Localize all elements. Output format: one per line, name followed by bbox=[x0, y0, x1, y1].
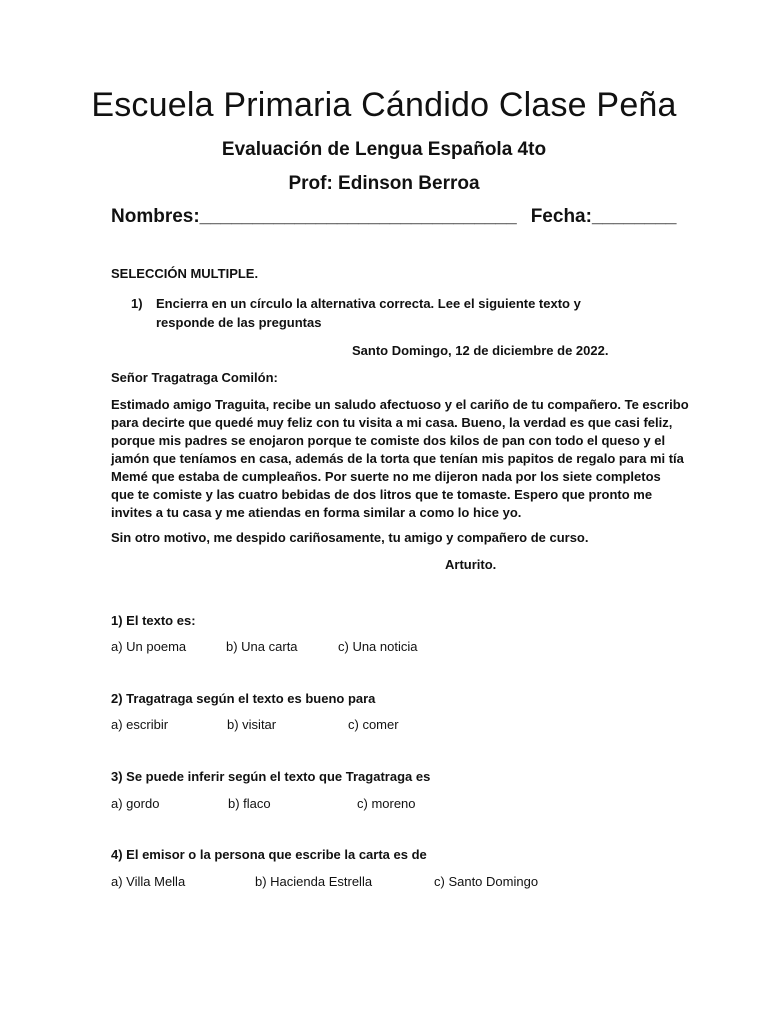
teacher-name: Prof: Edinson Berroa bbox=[288, 173, 480, 194]
option-b[interactable]: b) Hacienda Estrella bbox=[255, 874, 373, 889]
option-c[interactable]: c) Santo Domingo bbox=[434, 874, 539, 889]
letter-line: Memé que estaba de cumpleaños. Por suerte no me dijeron nada por los siete completos bbox=[111, 469, 661, 484]
question-prompt: 3) Se puede inferir según el texto que Tragatraga es bbox=[111, 769, 431, 784]
instruction-line: responde de las preguntas bbox=[156, 315, 322, 330]
question-options bbox=[111, 717, 611, 735]
instruction bbox=[131, 294, 651, 334]
letter-line: invites a tu casa y me atiendas en forma similar a como lo hice yo. bbox=[111, 505, 522, 520]
option-c[interactable]: c) Una noticia bbox=[338, 639, 418, 654]
option-c[interactable]: c) comer bbox=[348, 717, 399, 732]
letter-line: porque mis padres se enojaron porque te comiste dos kilos de pan con todo el queso y el bbox=[111, 433, 666, 448]
letter-greeting: Señor Tragatraga Comilón: bbox=[111, 370, 278, 385]
question-prompt: 2) Tragatraga según el texto es bueno para bbox=[111, 691, 376, 706]
letter-date: Santo Domingo, 12 de diciembre de 2022. bbox=[352, 343, 609, 358]
question-options bbox=[111, 796, 611, 814]
section-title: SELECCIÓN MULTIPLE. bbox=[111, 266, 259, 281]
question-options bbox=[111, 639, 611, 657]
instruction-line: Encierra en un círculo la alternativa correcta. Lee el siguiente texto y bbox=[156, 296, 581, 311]
option-a[interactable]: a) Villa Mella bbox=[111, 874, 186, 889]
option-b[interactable]: b) flaco bbox=[228, 796, 271, 811]
question-prompt: 1) El texto es: bbox=[111, 613, 196, 628]
question-prompt: 4) El emisor o la persona que escribe la carta es de bbox=[111, 847, 427, 862]
letter-closing: Sin otro motivo, me despido cariñosamente, tu amigo y compañero de curso. bbox=[111, 530, 589, 545]
option-a[interactable]: a) gordo bbox=[111, 796, 160, 811]
exam-subtitle: Evaluación de Lengua Española 4to bbox=[221, 139, 547, 160]
instruction-number: 1) bbox=[131, 296, 143, 311]
option-a[interactable]: a) escribir bbox=[111, 717, 169, 732]
date-field[interactable]: Fecha:________ bbox=[530, 206, 677, 227]
option-c[interactable]: c) moreno bbox=[357, 796, 416, 811]
letter-line: que te comiste y las cuatro bebidas de dos litros que te tomaste. Espero que pronto me bbox=[111, 487, 653, 502]
school-title: Escuela Primaria Cándido Clase Peña bbox=[91, 86, 677, 124]
letter-line: para decirte que quedé muy feliz con tu visita a mi casa. Bueno, la verdad es que casi feliz, bbox=[111, 415, 673, 430]
letter-body bbox=[111, 396, 689, 522]
letter-line: Estimado amigo Traguita, recibe un saludo afectuoso y el cariño de tu compañero. Te escribo bbox=[111, 397, 689, 412]
letter-signature: Arturito. bbox=[445, 557, 497, 572]
names-field[interactable]: Nombres:______________________________ bbox=[111, 206, 517, 227]
question-options bbox=[111, 874, 631, 892]
name-date-row bbox=[111, 206, 676, 228]
letter-line: jamón que teníamos en casa, además de la torta que tenían mis papitos de regalo para mi tía bbox=[111, 451, 684, 466]
option-a[interactable]: a) Un poema bbox=[111, 639, 187, 654]
option-b[interactable]: b) visitar bbox=[227, 717, 277, 732]
option-b[interactable]: b) Una carta bbox=[226, 639, 298, 654]
instruction-text bbox=[156, 294, 636, 332]
